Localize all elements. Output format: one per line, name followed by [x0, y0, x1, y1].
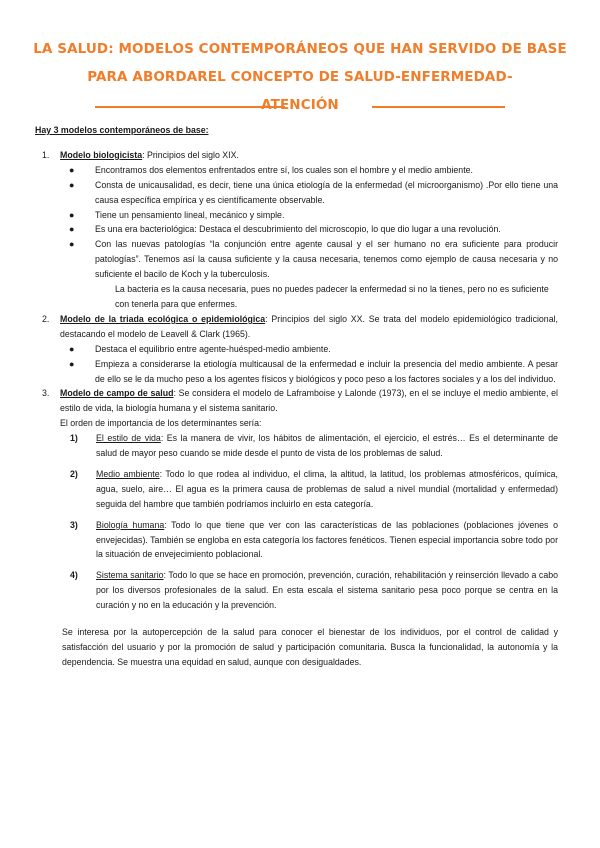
model-2 — [42, 312, 558, 342]
list-item: ● Empieza a considerarse la etiología multicausal de la enfermedad e incluir la presencia del medio ambiente. A pesar de ello se le da mucho peso a los agentes físicos y biológicos y poco peso a los factores sociales y a los del individuo. — [69, 358, 558, 384]
title-rule-right — [372, 106, 505, 108]
order-intro: El orden de importancia de los determinantes sería: — [60, 418, 262, 429]
model-number: 1. — [42, 149, 50, 160]
list-item: ● Destaca el equilibrio entre agente-huésped-medio ambiente. — [69, 343, 331, 354]
closing-paragraph: Se interesa por la autopercepción de la salud para conocer el bienestar de los individuos, por el control de calidad y satisfacción del usuario y por la promoción de salud y participación comunitaria. Busca la funcionalidad, la autonomía y la dependencia. Se muestra una equidad en salud, aunque con desigualdades. — [62, 627, 558, 667]
model-desc: : Principios del siglo XIX. — [142, 149, 239, 160]
model-name: Modelo de la triada ecológica o epidemiológica — [60, 313, 266, 324]
list-item: 1) El estilo de vida: Es la manera de vivir, los hábitos de alimentación, el ejercicio, el estrés… Es el determinante de salud de mayor peso cuando se mide desde el punto de vista de los problemas de salud. — [70, 433, 558, 459]
title-line-1: LA SALUD: MODELOS CONTEMPORÁNEOS QUE HAN SERVIDO DE BASE — [33, 41, 567, 57]
title-line-3: ATENCIÓN — [261, 97, 339, 113]
model-1 — [42, 148, 558, 163]
list-item: 3) Biología humana: Todo lo que tiene que ver con las características de las poblaciones (poblaciones jóvenes o envejecidas). También se engloba en esta categoría los factores fenéticos. Tienen especial importancia sobre todo por la situación de envejecimiento poblacional. — [70, 519, 558, 560]
list-item: ● Tiene un pensamiento lineal, mecánico y simple. — [69, 209, 285, 220]
model-number: 2. — [42, 313, 50, 324]
intro-heading: Hay 3 modelos contemporáneos de base: — [35, 125, 209, 135]
model-2-bullets — [69, 342, 558, 387]
list-item: ● Consta de unicausalidad, es decir, tiene una única etiología de la enfermedad (el microorganismo) .Por ello tiene una causa específica empírica y es científicamente observable. — [69, 179, 558, 205]
model-1-bullets — [69, 163, 558, 312]
model-desc: : Se considera el modelo de Laframboise y Lalonde (1973), en el se incluye el medio ambiente, el estilo de vida, la biología humana y el sistema sanitario. — [60, 388, 558, 414]
list-item: 2) Medio ambiente: Todo lo que rodea al individuo, el clima, la altitud, la latitud, los problemas atmosféricos, química, agua, suelo, aire… El agua es la primera causa de problemas de salud a nivel mundial (mortalidad y enfermedad) seguida del hambre que también podríamos incluirlo en esta categoría. — [70, 468, 558, 509]
list-item: ● Es una era bacteriológica: Destaca el descubrimiento del microscopio, lo que dio lugar a una revolución. — [69, 224, 501, 235]
model-name: Modelo biologicista — [60, 149, 143, 160]
model-name: Modelo de campo de salud — [60, 388, 174, 399]
model-1-note: La bacteria es la causa necesaria, pues no puedes padecer la enfermedad si no la tienes, pero no es suficiente con tenerla para que enfermes. — [115, 284, 549, 309]
list-item: ● Encontramos dos elementos enfrentados entre sí, los cuales son el hombre y el medio ambiente. — [69, 164, 473, 175]
list-item: 4) Sistema sanitario: Todo lo que se hace en promoción, prevención, curación, rehabilitación y reinserción llevado a cabo por los diversos profesionales de la salud. En esta escala el sistema sanitario pesa poco porque se centra en la curación y no en la educación y la prevención. — [70, 570, 558, 611]
list-item: ● Con las nuevas patologías “la conjunción entre agente causal y el ser humano no era suficiente para producir patologías”. Tenemos así la causa suficiente y la causa necesaria, tenemos como ejemplo de causa necesaria y no suficiente el bacilo de Koch y la tuberculosis. — [69, 239, 558, 280]
determinants-list — [70, 431, 558, 613]
document-body — [35, 123, 558, 670]
model-3 — [42, 386, 558, 416]
model-desc: : Principios del siglo XX. Se trata del modelo epidemiológico tradicional, destacando el modelo de Leavell & Clark (1965). — [60, 313, 558, 339]
title-line-2: PARA ABORDAREL CONCEPTO DE SALUD-ENFERMEDAD- — [87, 69, 513, 85]
model-number: 3. — [42, 388, 50, 399]
